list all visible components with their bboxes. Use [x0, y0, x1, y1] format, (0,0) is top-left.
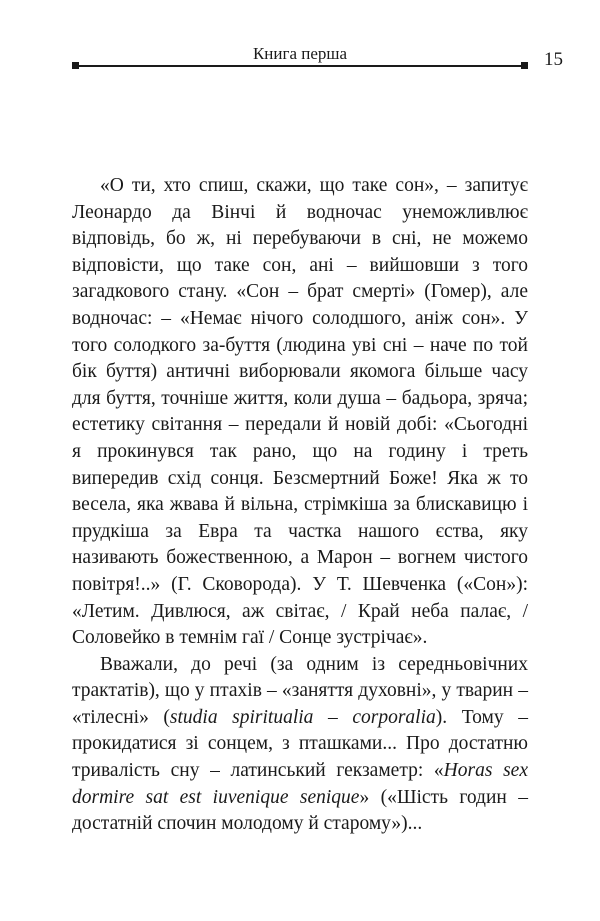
- paragraph-2: [72, 652, 528, 838]
- paragraph-2-text-b: ). Тому – прокидатися зі сонцем, з пташками... Про достатню тривалість сну – латинський гекзаметр: «: [72, 706, 528, 782]
- latin-phrase-1: studia spiritualia – corporalia: [169, 706, 436, 728]
- page-number: 15: [544, 49, 563, 70]
- latin-phrase-2: Horas sex dormire sat est iuvenique senique: [72, 760, 528, 808]
- paragraph-1: «О ти, хто спиш, скажи, що таке сон», – запитує Леонардо да Вінчі й водночас унеможливлює відповідь, бо ж, ні перебуваючи в сні, не можемо відповісти, що таке сон, ані – вийшовши з того загадкового стану. «Сон – брат смерті» (Гомер), але водночас: – «Немає нічого солодшого, аніж сон». У того солодкого за-буття (людина уві сні – наче по той бік буття) античні виборювали якомога більше часу для буття, точніше життя, коли душа – бадьора, зряча; естетику світання – передали й новій добі: «Сьогодні я прокинувся так рано, що на годину і треть випередив схід сонця. Безсмертний Боже! Яка ж то весела, яка жвава й вільна, стрімкіша за блискавицю і прудкіша за Евра та частка нашого єства, яку називають божественною, а Марон – вогнем чистого повітря!..» (Г. Сковорода). У Т. Шевченка («Сон»): «Летим. Дивлюся, аж світає, / Край неба палає, / Соловейко в темнім гаї / Сонце зустрічає».: [72, 175, 528, 649]
- running-head: [72, 44, 528, 68]
- paragraph-2-text-c: » («Шість годин – достатній спочин молодому й старому»)...: [72, 786, 528, 835]
- rule-right-square: [521, 62, 528, 69]
- body-text: [72, 173, 528, 838]
- paragraph-2-text-a: Вважали, до речі (за одним із середньовічних трактатів), що у птахів – «заняття духовні», у тварин – «тілесні» (: [72, 653, 528, 728]
- running-title: Книга перша: [252, 44, 348, 63]
- header-rule: [76, 65, 524, 67]
